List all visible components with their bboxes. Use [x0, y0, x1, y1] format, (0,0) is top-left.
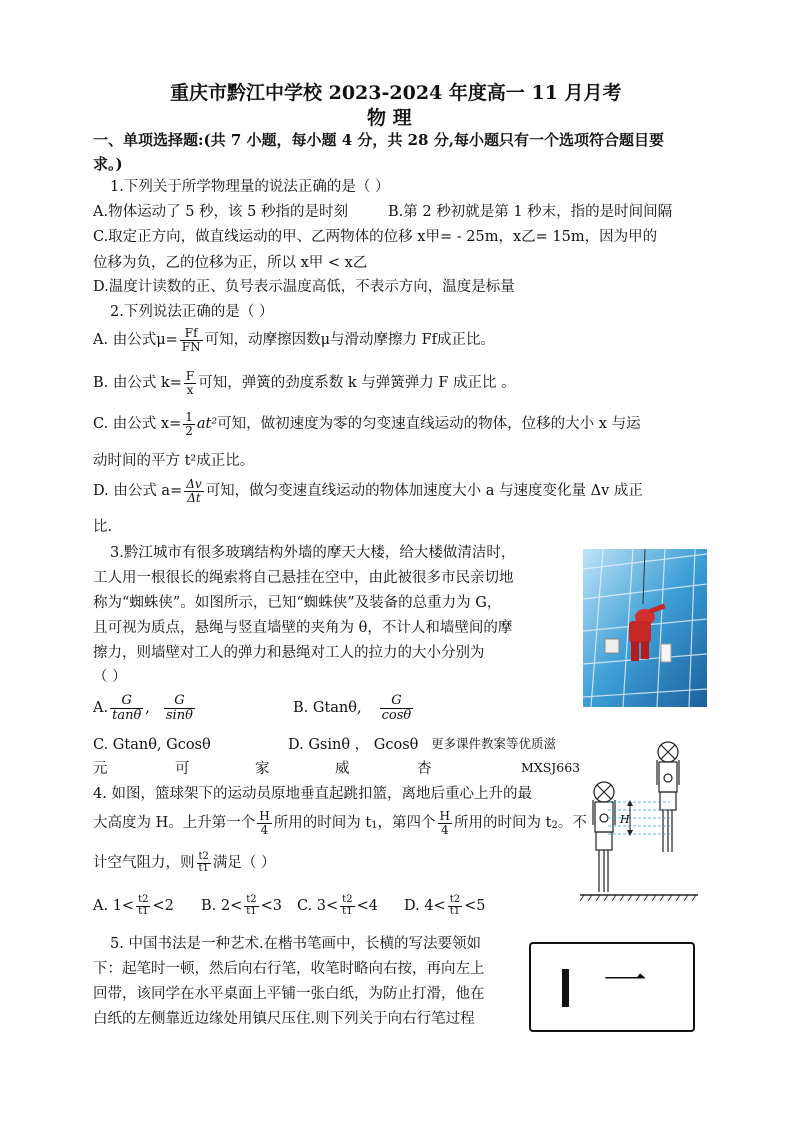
q4-frac1-num: H: [259, 809, 270, 823]
q4-d-num: t2: [449, 894, 461, 905]
q3-a-label: A.: [93, 699, 109, 716]
q4-l3-a: 计空气阻力，则: [93, 854, 195, 871]
q1-option-c-line1: C.取定正方向，做直线运动的甲、乙两物体的位移 x甲= - 25m，x乙= 15m，因为甲的: [93, 229, 658, 245]
q1-option-d: D.温度计读数的正、负号表示温度高低，不表示方向，温度是标量: [93, 279, 515, 295]
q4-line3: [93, 852, 276, 874]
q2-d-text: 可知，做匀变速直线运动的物体加速度大小 a 与速度变化量 Δv 成正: [205, 482, 643, 499]
q4-c-post: <4: [356, 897, 378, 914]
q4-ratio-num: t2: [198, 851, 209, 862]
q4-frac1-den: 4: [260, 822, 269, 837]
q3-option-a: [93, 694, 197, 722]
ad-code: MXSJ663: [521, 760, 581, 775]
q2-a-text: 可知，动摩擦因数μ与滑动摩擦力 Ff成正比。: [204, 331, 496, 348]
q2-d-den: Δt: [187, 490, 201, 505]
q3-a-num1: G: [110, 694, 143, 709]
q3-line3: 称为“蜘蛛侠”。如图所示，已知“蜘蛛侠”及装备的总重力为 G，: [93, 595, 502, 611]
q4-a-num: t2: [138, 894, 149, 905]
q4-a-post: <2: [152, 897, 174, 914]
q4-line2: 大高度为 H。上升第一个 $\frac{H}{4}$ 所用的时间为 t 1 ，第四个 $\frac{H}{4}$ 所用的时间为 t 2 。不: [93, 809, 587, 837]
q4-a-pre: A. 1<: [93, 897, 135, 914]
q4-l2-e: 。不: [557, 814, 587, 831]
q4-c-den: t1: [342, 905, 353, 917]
q4-d-post: <5: [464, 897, 486, 914]
q2-option-d-line2: 比.: [93, 519, 113, 535]
ad-text: 更多课件教案等优质滋: [431, 736, 557, 751]
q3-a-frac1: [110, 694, 143, 722]
q2-a-prefix: A. 由公式μ=: [93, 331, 178, 348]
q4-frac2-den: 4: [440, 822, 449, 837]
q3-option-d: D. Gsinθ ， Gcosθ: [288, 737, 419, 753]
figure-h-label: H: [620, 813, 630, 826]
q4-b-frac: [244, 895, 258, 917]
basketball-jump-figure: [580, 740, 700, 905]
q4-line1: 4. 如图，篮球架下的运动员原地垂直起跳扣篮，离地后重心上升的最: [93, 786, 532, 802]
q5-line2: 下：起笔时一顿，然后向右行笔，收笔时略向右按，再向左上: [93, 961, 485, 977]
calligraphy-paper-figure: [529, 942, 695, 1032]
q3-b-frac: [380, 694, 414, 722]
q4-c-num: t2: [342, 894, 353, 905]
q3-option-b: [293, 694, 415, 722]
q4-option-d: [404, 895, 485, 917]
q2-c-prefix: C. 由公式 x=: [93, 415, 182, 432]
q4-ratio-den: t1: [198, 862, 209, 874]
q2-c-fraction: [183, 411, 195, 437]
q2-option-b: [93, 370, 516, 396]
q2-c-text: 可知，做初速度为零的匀变速直线运动的物体，位移的大小 x 与运: [217, 415, 641, 432]
q4-c-frac: [340, 895, 354, 917]
q3-a-den2: sinθ: [165, 707, 193, 723]
q4-l2-c: ，第四个: [377, 814, 436, 831]
q4-l2-d: 所用的时间为 t: [454, 814, 552, 831]
q2-a-num: Ff: [180, 327, 203, 341]
q4-b-num: t2: [246, 894, 257, 905]
q3-a-frac2: [164, 694, 195, 722]
q3-line5: 擦力，则墙壁对工人的弹力和悬绳对工人的拉力的大小分别为: [93, 645, 485, 661]
q2-d-num: Δv: [186, 477, 202, 491]
q2-c-num: 1: [185, 410, 193, 424]
q1-option-c-line2: 位移为负，乙的位移为正，所以 x甲 < x乙: [93, 255, 368, 271]
ad-char-3: 家: [255, 761, 270, 777]
q3-b-den: cosθ: [381, 707, 412, 723]
calligraphy-stroke: 一: [603, 956, 647, 1007]
q5-line1: 5. 中国书法是一种艺术.在楷书笔画中，长横的写法要领如: [110, 936, 482, 952]
ad-char-1: 元: [93, 761, 108, 777]
ad-char-5: 杏: [417, 761, 432, 777]
ad-char-2: 可: [175, 761, 190, 777]
q2-option-a: [93, 327, 495, 353]
q3-b-label: B. Gtanθ,: [293, 699, 362, 716]
q4-a-frac: [136, 895, 150, 917]
q4-frac2-num: H: [439, 809, 451, 823]
q4-l2-a: 大高度为 H。上升第一个: [93, 814, 256, 831]
q2-b-fraction: [184, 370, 196, 396]
q4-d-den: t1: [449, 905, 461, 917]
q2-c-formula: at²: [196, 415, 218, 432]
q5-line3: 回带，该同学在水平桌面上平铺一张白纸，为防止打滑，他在: [93, 986, 485, 1002]
q5-line4: 白纸的左侧靠近边缘处用镇尺压住.则下列关于向右行笔过程: [93, 1011, 475, 1027]
q2-d-fraction: [184, 478, 203, 504]
q2-option-c-line2: 动时间的平方 t²成正比。: [93, 453, 255, 469]
q4-b-pre: B. 2<: [201, 897, 243, 914]
q4-l2-b: 所用的时间为 t: [273, 814, 372, 831]
q3-line2: 工人用一根很长的绳索将自己悬挂在空中，由此被很多市民亲切地: [93, 570, 514, 586]
window-cleaner-photo: [583, 549, 707, 707]
q4-a-den: t1: [138, 905, 149, 917]
q2-b-text: 可知，弹簧的劲度系数 k 与弹簧弹力 F 成正比 。: [198, 374, 516, 391]
q4-c-pre: C. 3<: [297, 897, 339, 914]
q4-b-den: t1: [246, 905, 257, 917]
q4-b-post: <3: [260, 897, 283, 914]
q1-option-b: B.第 2 秒初就是第 1 秒末，指的是时间间隔: [388, 204, 673, 220]
ad-char-4: 威: [335, 761, 350, 777]
section-heading-line2: 求。): [93, 155, 123, 173]
q4-frac-2: [438, 810, 452, 836]
q3-line6: （ ）: [93, 669, 127, 685]
q2-a-fraction: [180, 327, 203, 353]
q1-stem: 1.下列关于所学物理量的说法正确的是（ ）: [110, 179, 390, 195]
q3-b-num: G: [380, 694, 414, 709]
q4-option-b: [201, 895, 282, 917]
q4-l3-b: 满足（ ）: [212, 854, 276, 871]
q2-option-c: [93, 411, 641, 437]
q4-ratio: [197, 852, 211, 874]
q2-b-den: x: [186, 382, 194, 397]
q4-option-c: [297, 895, 378, 917]
q1-option-a: A.物体运动了 5 秒，该 5 秒指的是时刻: [93, 204, 348, 220]
q3-option-c: C. Gtanθ, Gcosθ: [93, 737, 211, 753]
q3-line1: 3.黔江城市有很多玻璃结构外墙的摩天大楼，给大楼做清洁时，: [110, 545, 516, 561]
exam-title: 重庆市黔江中学校 2023-2024 年度高一 11 月月考: [170, 82, 622, 104]
q3-line4: 且可视为质点，悬绳与竖直墙壁的夹角为 θ，不计人和墙壁间的摩: [93, 620, 513, 636]
subject-title: 物 理: [367, 107, 412, 129]
section-heading-line1: 一、单项选择题:(共 7 小题，每小题 4 分，共 28 分,每小题只有一个选项符合题目要: [93, 131, 664, 149]
q2-a-den: FN: [181, 339, 201, 354]
q2-stem: 2.下列说法正确的是（ ）: [110, 304, 274, 320]
paperweight-bar: [562, 969, 569, 1007]
q3-a-den1: tanθ: [112, 707, 142, 723]
q2-d-prefix: D. 由公式 a=: [93, 482, 183, 499]
q3-a-num2: G: [164, 694, 195, 709]
q4-option-a: [93, 895, 174, 917]
q4-d-pre: D. 4<: [404, 897, 446, 914]
q2-option-d: [93, 478, 643, 504]
q4-d-frac: [448, 895, 462, 917]
q4-frac-1: [257, 810, 271, 836]
q2-c-den: 2: [185, 423, 193, 438]
q2-b-num: F: [185, 369, 195, 383]
q3-a-sep: ,: [145, 699, 150, 716]
q2-b-prefix: B. 由公式 k=: [93, 374, 182, 391]
